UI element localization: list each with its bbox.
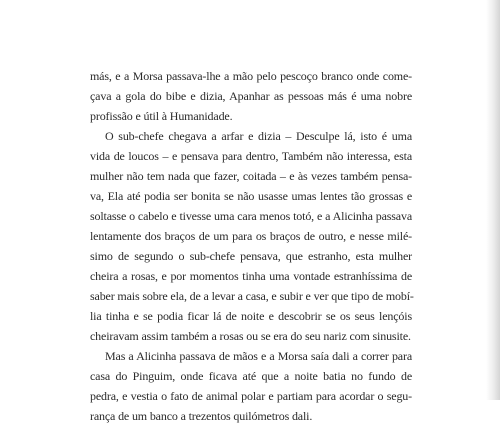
text-line: cheiravam assim também a rosas ou se era do seu nariz com sinusite.: [90, 329, 411, 343]
paragraph-3: [90, 346, 412, 426]
text-line: rança de um banco a trezentos quilómetros dali.: [90, 409, 313, 423]
text-line: lentamente dos braços de um para os braços de outro, e nesse milé-: [90, 229, 412, 243]
text-line: cheira a rosas, e por momentos tinha uma vontade estranhíssima de: [90, 269, 412, 283]
text-line: çava a gola do bibe e dizia, Apanhar as pessoas más é uma nobre: [90, 89, 412, 103]
paragraph-2: [90, 126, 412, 346]
document-page: [90, 66, 412, 426]
paragraph-1: [90, 66, 412, 126]
text-line: simo de segundo o sub-chefe pensava, que estranho, esta mulher: [90, 249, 412, 263]
text-line: soltasse o cabelo e tivesse uma cara menos totó, e a Alicinha passava: [90, 209, 412, 223]
text-line: profissão e útil à Humanidade.: [90, 109, 233, 123]
text-line: casa do Pinguim, onde ficava até que a noite batia no fundo de: [90, 369, 412, 383]
text-line: lia tinha e se podia ficar lá de noite e descobrir se os seus lençóis: [90, 309, 412, 323]
text-line: vida de loucos – e pensava para dentro, Também não interessa, esta: [90, 149, 412, 163]
text-line: Mas a Alicinha passava de mãos e a Morsa saía dali a correr para: [105, 349, 412, 363]
text-line: más, e a Morsa passava-lhe a mão pelo pescoço branco onde come-: [90, 69, 412, 83]
text-line: pedra, e vestia o fato de animal polar e partiam para acordar o segu-: [90, 389, 412, 403]
page-edge-shadow: [486, 0, 500, 400]
text-line: O sub-chefe chegava a arfar e dizia – Desculpe lá, isto é uma: [105, 129, 412, 143]
text-line: va, Ela até podia ser bonita se não usasse umas lentes tão grossas e: [90, 189, 412, 203]
text-line: saber mais sobre ela, de a levar a casa, e subir e ver que tipo de mobí-: [90, 289, 414, 303]
text-line: mulher não tem nada que fazer, coitada – e às vezes também pensa-: [90, 169, 412, 183]
